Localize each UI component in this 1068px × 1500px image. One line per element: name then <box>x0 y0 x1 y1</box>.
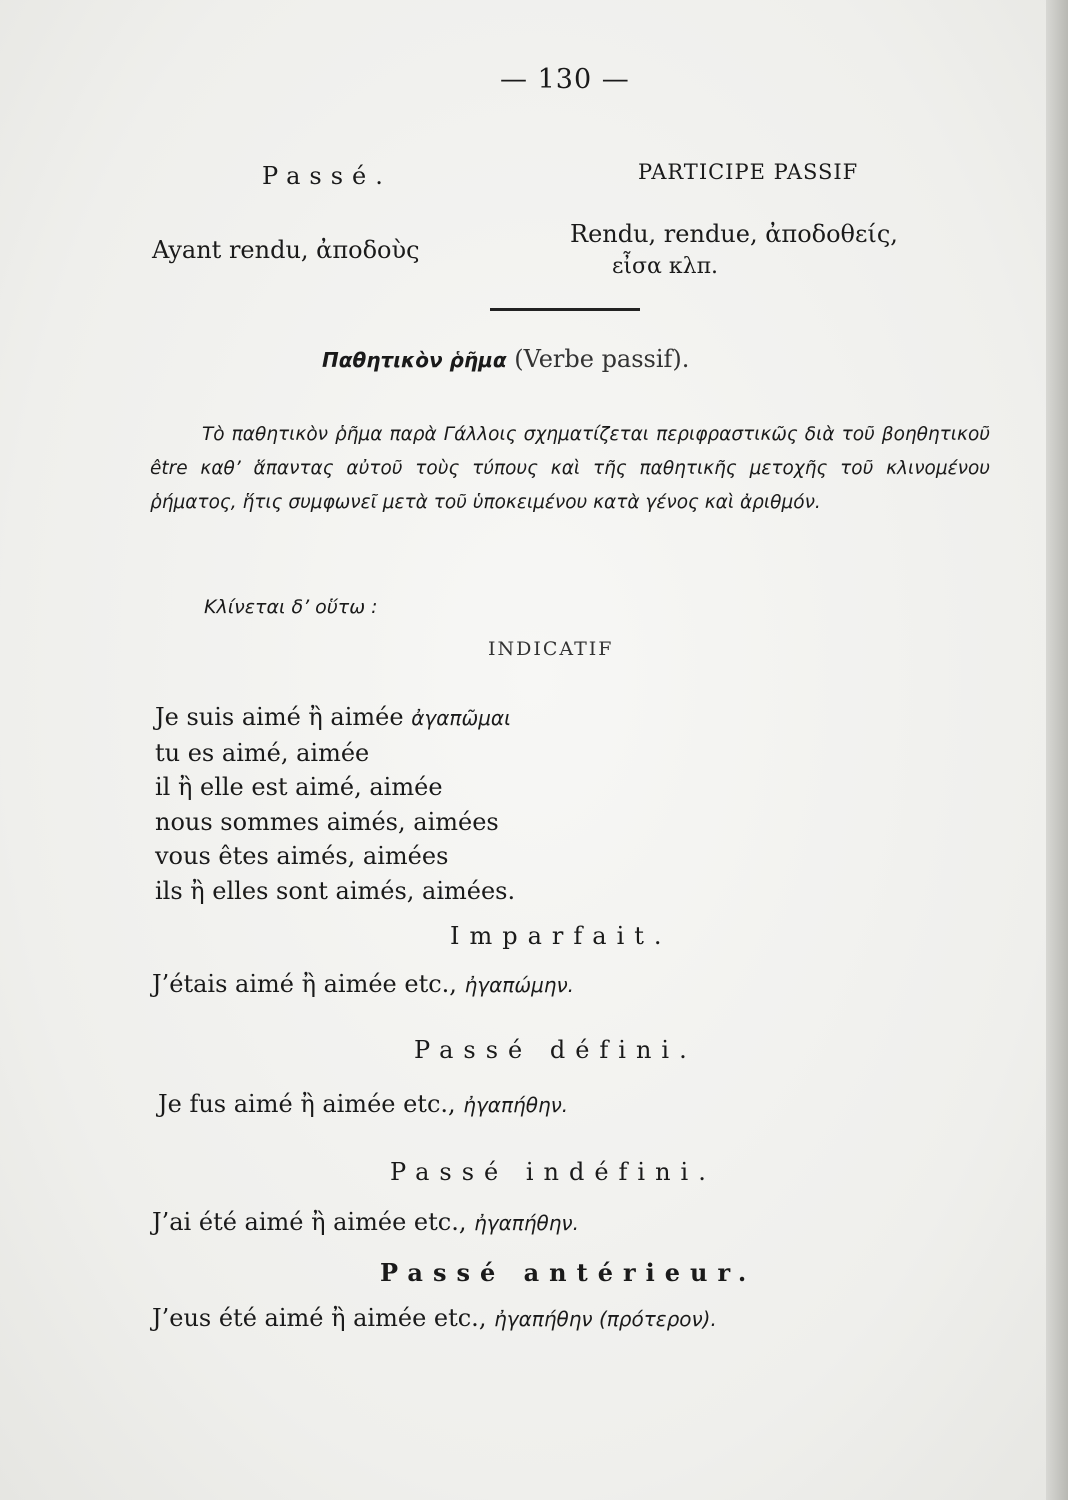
conjugation-line: nous sommes aimés, aimées <box>155 807 499 836</box>
mood-heading: INDICATIF <box>488 638 614 660</box>
present-line1-french: Je suis aimé ἢ aimée <box>155 703 404 731</box>
header-passe: Passé. <box>262 162 392 190</box>
section-divider <box>490 308 640 311</box>
explanation-paragraph: Τὸ παθητικὸν ῥῆμα παρὰ Γάλλοις σχηματίζεται περιφραστικῶς διὰ τοῦ βοηθητικοῦ être καθ’ ἅπαντας αὐτοῦ τοὺς τύπους καὶ τῆς παθητικῆς μετοχῆς τοῦ κλινομένου ῥήματος, ἥτις συμφωνεῖ μετὰ τοῦ ὑποκειμένου κατὰ γένος καὶ ἀριθμόν. <box>150 424 990 513</box>
section-title <box>322 345 689 373</box>
conjugation-line <box>155 700 515 736</box>
tense-line-french: J’eus été aimé ἢ aimée etc., <box>152 1304 487 1332</box>
participle-passif-line2: εἶσα κλπ. <box>612 254 719 279</box>
conjugation-line: il ἢ elle est aimé, aimée <box>155 773 443 801</box>
tense-heading-imparfait: Imparfait. <box>450 922 672 950</box>
tense-line-french: Je fus aimé ἢ aimée etc., <box>158 1090 456 1118</box>
tense-line-greek: ἠγαπώμην. <box>464 973 574 997</box>
section-title-french: (Verbe passif). <box>514 345 690 373</box>
tense-line-french: J’étais aimé ἢ aimée etc., <box>152 970 457 998</box>
tense-heading-passe-indefini: Passé indéfini. <box>390 1158 716 1186</box>
present-line1-greek: ἀγαπῶμαι <box>411 706 511 730</box>
tense-line-french: J’ai été aimé ἢ aimée etc., <box>152 1208 467 1236</box>
present-conjugation <box>155 700 515 908</box>
participle-passe: Ayant rendu, ἀποδοὺς <box>152 236 420 264</box>
conjugation-line: tu es aimé, aimée <box>155 738 370 767</box>
tense-line-greek: ἠγαπήθην. <box>463 1093 569 1117</box>
klinetai-line: Κλίνεται δ’ οὕτω : <box>204 596 378 618</box>
conjugation-line: vous êtes aimés, aimées <box>155 842 449 870</box>
tense-heading-passe-defini: Passé défini. <box>414 1036 697 1064</box>
page-edge-shadow <box>1046 0 1068 1500</box>
participle-passif-line1: Rendu, rendue, ἀποδοθείς, <box>570 220 898 248</box>
tense-line-passe-indefini <box>152 1208 579 1236</box>
tense-line-passe-defini <box>158 1090 568 1118</box>
tense-line-greek: ἠγαπήθην (πρότερον). <box>494 1307 717 1331</box>
tense-line-passe-anterieur <box>152 1304 717 1332</box>
tense-line-greek: ἠγαπήθην. <box>474 1211 579 1235</box>
header-participe-passif: PARTICIPE PASSIF <box>638 160 859 184</box>
tense-heading-passe-anterieur: Passé antérieur. <box>380 1258 757 1287</box>
conjugation-line: ils ἢ elles sont aimés, aimées. <box>155 876 516 905</box>
page-number: — 130 — <box>500 64 630 95</box>
section-title-greek: Παθητικὸν ῥῆμα <box>322 348 507 372</box>
tense-line-imparfait <box>152 970 574 998</box>
